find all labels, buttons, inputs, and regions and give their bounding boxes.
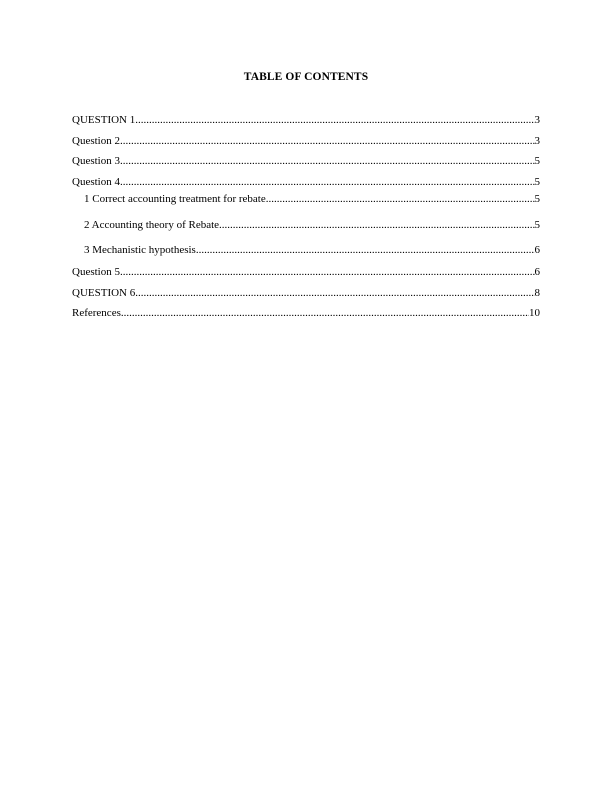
toc-entry-references[interactable] — [72, 306, 540, 320]
dot-leader — [120, 154, 535, 168]
toc-entry-question-4[interactable] — [72, 175, 540, 189]
toc-page-number: 5 — [534, 218, 540, 231]
dot-leader — [196, 243, 535, 257]
toc-entry-label: 2 Accounting theory of Rebate — [84, 218, 220, 231]
toc-entry-label: Question 3 — [72, 155, 120, 168]
toc-entry-question-5[interactable] — [72, 265, 540, 279]
dot-leader — [121, 306, 529, 320]
toc-entry-label: 1 Correct accounting treatment for rebate — [84, 193, 266, 206]
toc-entry-label: QUESTION 1 — [72, 114, 136, 126]
toc-entry-question-1[interactable] — [72, 113, 540, 127]
toc-page-number: 6 — [534, 266, 540, 279]
toc-entry-label: References — [72, 307, 121, 320]
toc-page-number: 8 — [534, 286, 540, 299]
toc-entry-sub-2[interactable] — [72, 218, 540, 232]
toc-page-number: 5 — [534, 193, 540, 206]
dot-leader — [120, 134, 535, 148]
toc-page-number: 3 — [534, 134, 540, 147]
dot-leader — [120, 265, 535, 279]
toc-entry-label: 3 Mechanistic hypothesis — [84, 244, 196, 257]
dot-leader — [120, 175, 535, 189]
toc-page-number: 5 — [534, 176, 540, 189]
toc-page-number: 5 — [534, 155, 540, 168]
toc-entry-sub-3[interactable] — [72, 243, 540, 257]
toc-entry-question-3[interactable] — [72, 154, 540, 168]
toc-entry-label: QUESTION 6 — [72, 286, 136, 299]
toc-entry-label: Question 2 — [72, 134, 120, 147]
toc-title: TABLE OF CONTENTS — [243, 71, 369, 83]
toc-page-number: 10 — [529, 307, 540, 320]
toc-list — [72, 113, 540, 327]
toc-page-number: 3 — [534, 114, 540, 126]
toc-entry-sub-1[interactable] — [72, 192, 540, 206]
toc-entry-label: Question 4 — [72, 176, 120, 189]
dot-leader — [219, 218, 534, 232]
dot-leader — [266, 192, 535, 206]
toc-entry-question-2[interactable] — [72, 134, 540, 148]
toc-page-number: 6 — [534, 244, 540, 257]
dot-leader — [135, 286, 534, 300]
dot-leader — [135, 113, 534, 127]
toc-entry-question-6[interactable] — [72, 286, 540, 300]
toc-entry-label: Question 5 — [72, 266, 120, 279]
